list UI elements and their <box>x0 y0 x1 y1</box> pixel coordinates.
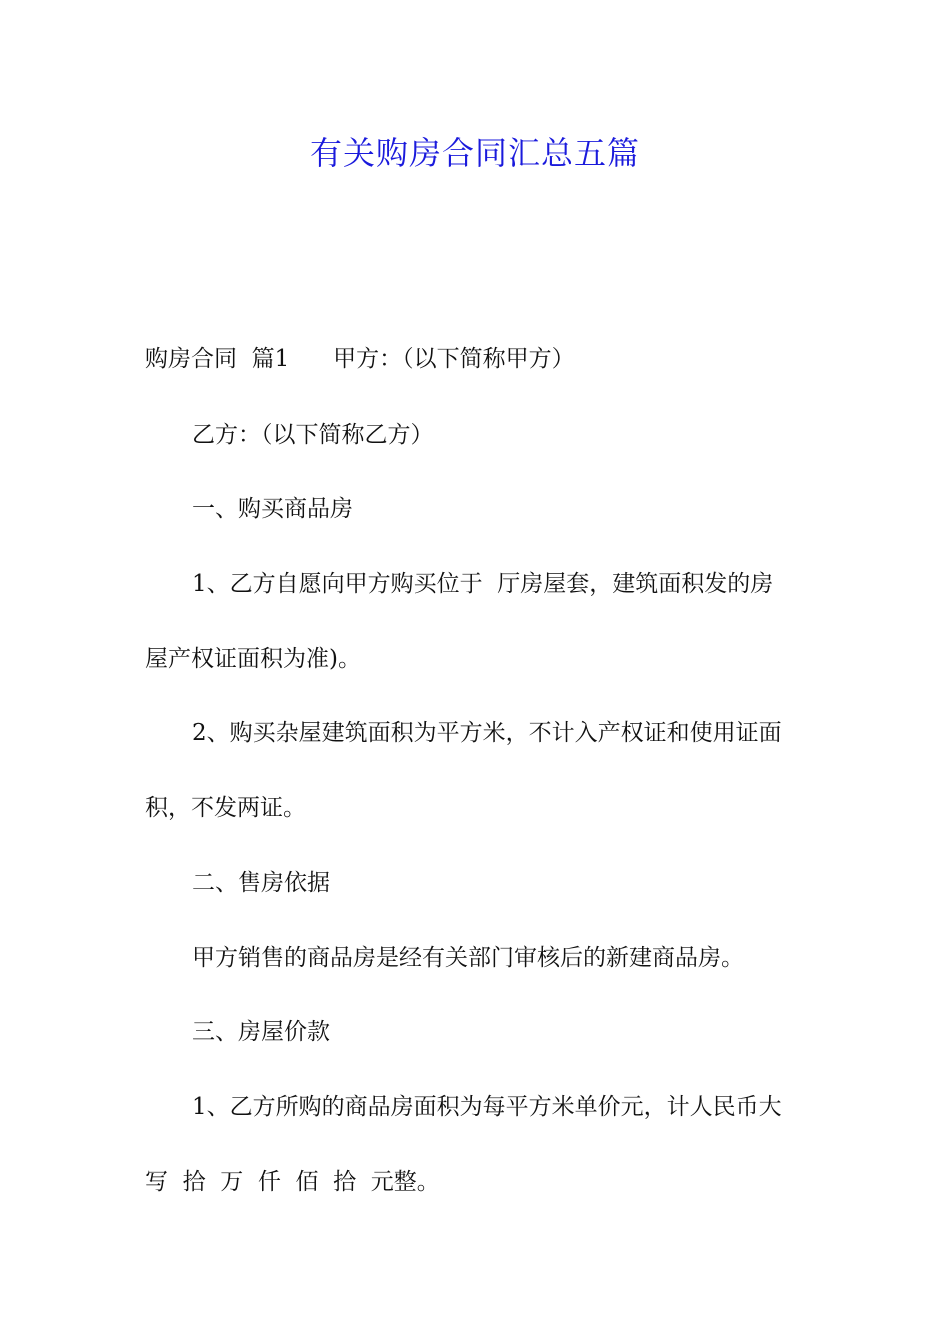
section-heading-3: 三、房屋价款 <box>192 1019 330 1045</box>
paragraph-line: 1、乙方自愿向甲方购买位于 厅房屋套，建筑面积发的房 <box>192 571 774 597</box>
paragraph-line: 1、乙方所购的商品房面积为每平方米单价元，计人民币大 <box>192 1094 782 1120</box>
document-title: 有关购房合同汇总五篇 <box>309 134 640 172</box>
party-b-line: 乙方：（以下简称乙方） <box>192 422 434 448</box>
paragraph-line: 甲方销售的商品房是经有关部门审核后的新建商品房。 <box>192 945 744 971</box>
paragraph-line: 屋产权证面积为准)。 <box>145 646 361 672</box>
paragraph-line: 写 拾 万 仟 佰 拾 元整。 <box>145 1169 440 1195</box>
section-heading-1: 一、购买商品房 <box>192 496 353 522</box>
section-heading-2: 二、售房依据 <box>192 870 330 896</box>
contract-heading-line: 购房合同 篇1 甲方：（以下简称甲方） <box>145 346 575 372</box>
paragraph-line: 积，不发两证。 <box>145 795 306 821</box>
paragraph-line: 2、购买杂屋建筑面积为平方米，不计入产权证和使用证面 <box>192 720 782 746</box>
